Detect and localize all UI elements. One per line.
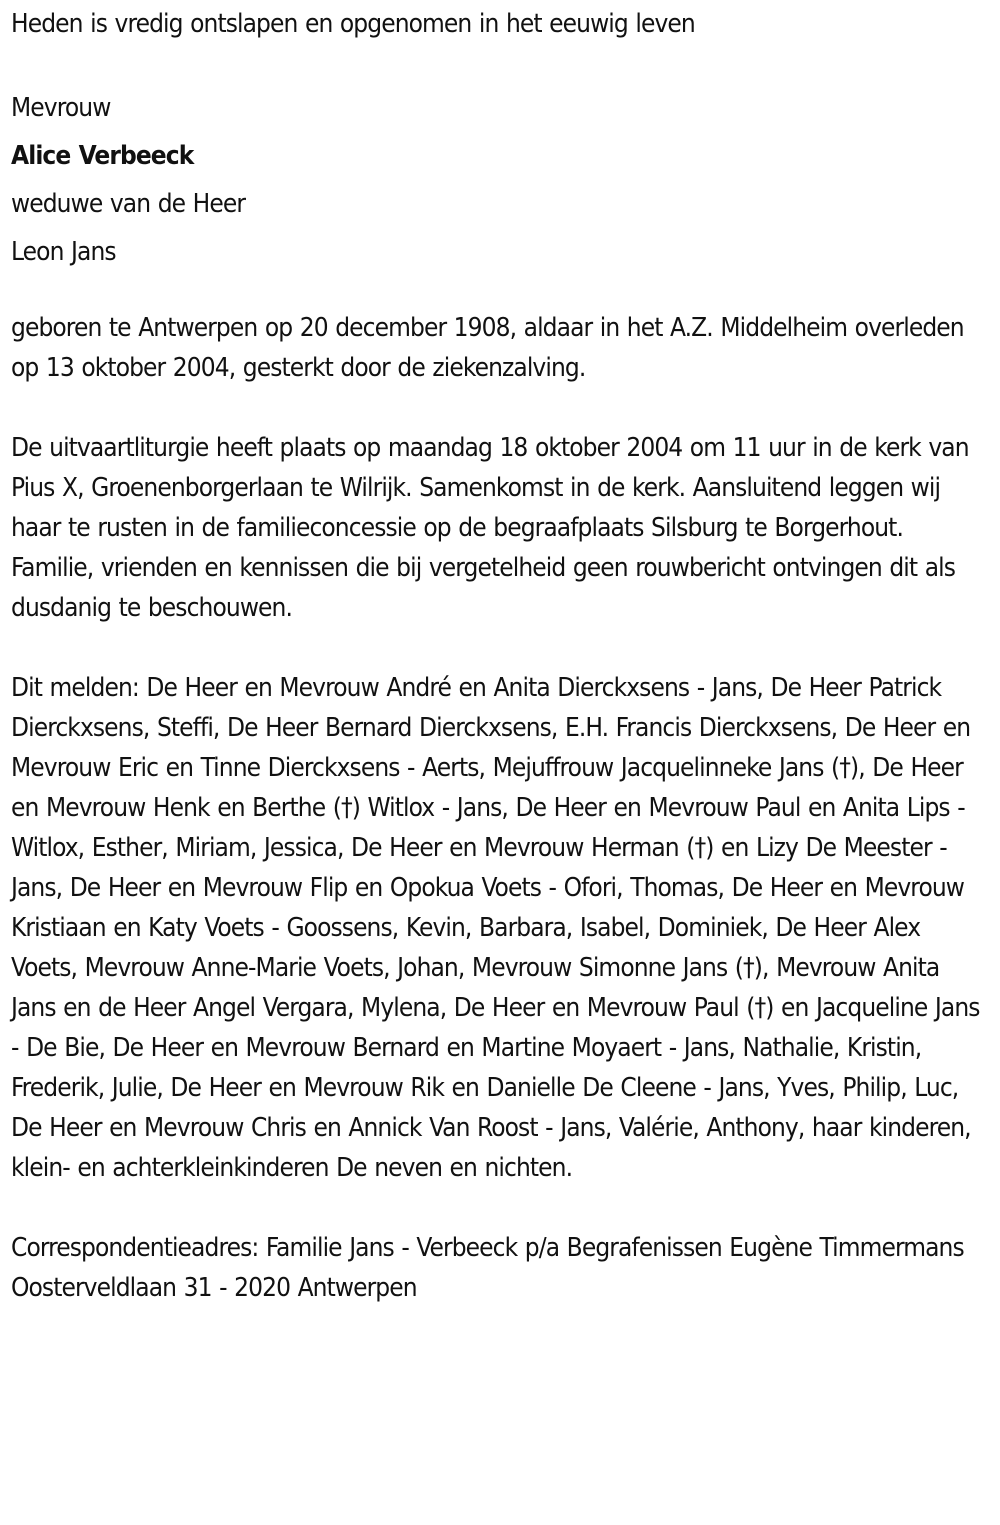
deceased-name: Alice Verbeeck [11, 141, 194, 171]
title-text: Mevrouw [11, 93, 111, 123]
intro-text: Heden is vredig ontslapen en opgenomen in het eeuwig leven [11, 9, 695, 39]
announcers-paragraph: Dit melden: De Heer en Mevrouw André en Anita Dierckxsens - Jans, De Heer Patrick Dierckxsens, Steffi, De Heer Bernard Dierckxsens, E.H. Francis Dierckxsens, De Heer en Mevrouw Eric en Tinne Dierckxsens - Aerts, Mejuffrouw Jacquelinneke Jans (†), De Heer en Mevrouw Henk en Berthe (†) Witlox - Jans, De Heer en Mevrouw Paul en Anita Lips - Witlox, Esther, Miriam, Jessica, De Heer en Mevrouw Herman (†) en Lizy De Meester - Jans, De Heer en Mevrouw Flip en Opokua Voets - Ofori, Thomas, De Heer en Mevrouw Kristiaan en Katy Voets - Goossens, Kevin, Barbara, Isabel, Dominiek, De Heer Alex Voets, Mevrouw Anne-Marie Voets, Johan, Mevrouw Simonne Jans (†), Mevrouw Anita Jans en de Heer Angel Vergara, Mylena, De Heer en Mevrouw Paul (†) en Jacqueline Jans - De Bie, De Heer en Mevrouw Bernard en Martine Moyaert - Jans, Nathalie, Kristin, Frederik, Julie, De Heer en Mevrouw Rik en Danielle De Cleene - Jans, Yves, Philip, Luc, De Heer en Mevrouw Chris en Annick Van Roost - Jans, Valérie, Anthony, haar kinderen, klein- en achterkleinkinderen De neven en nichten. [11, 673, 980, 1183]
funeral-paragraph: De uitvaartliturgie heeft plaats op maandag 18 oktober 2004 om 11 uur in de kerk van Pius X, Groenenborgerlaan te Wilrijk. Samenkomst in de kerk. Aansluitend leggen wij haar te rusten in de familieconcessie op de begraafplaats Silsburg te Borgerhout. Familie, vrienden en kennissen die bij vergetelheid geen rouwbericht ontvingen dit als dusdanig te beschouwen. [11, 433, 969, 623]
birth-death-paragraph: geboren te Antwerpen op 20 december 1908, aldaar in het A.Z. Middelheim overleden op 13 oktober 2004, gesterkt door de ziekenzalving. [11, 313, 964, 383]
relation-text: weduwe van de Heer [11, 189, 246, 219]
correspondence-paragraph: Correspondentieadres: Familie Jans - Verbeeck p/a Begrafenissen Eugène Timmermans Oosterveldlaan 31 - 2020 Antwerpen [11, 1233, 964, 1303]
spouse-name: Leon Jans [11, 237, 116, 267]
